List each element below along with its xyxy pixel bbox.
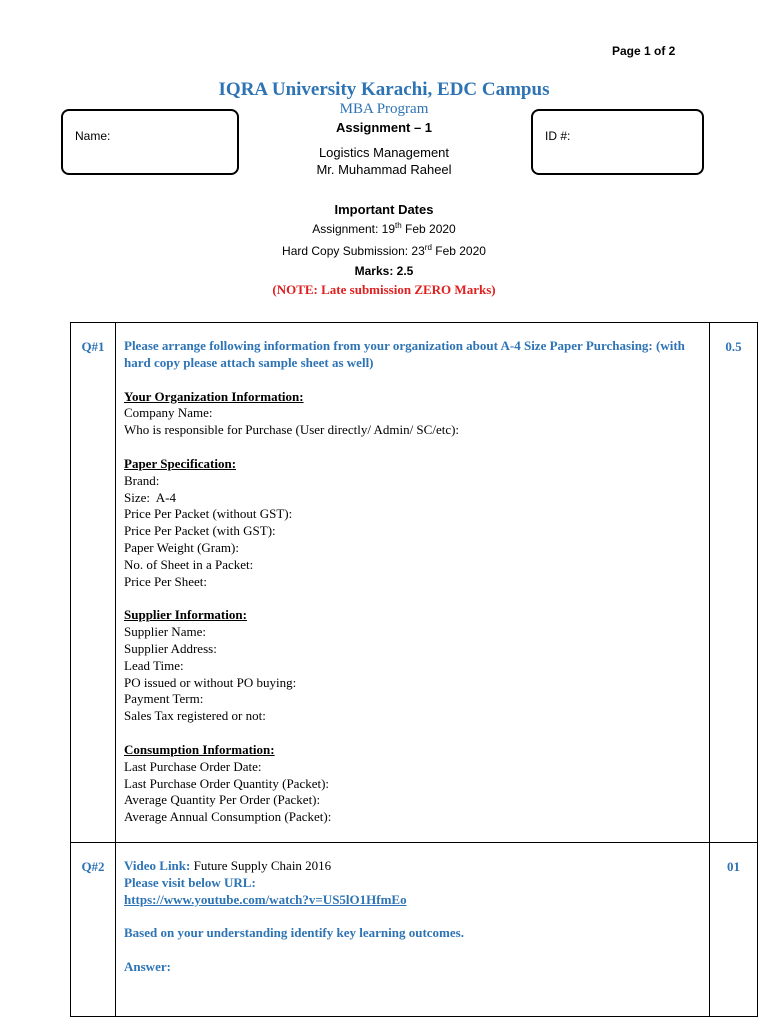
question-body xyxy=(116,842,710,1016)
section-title: Your Organization Information: xyxy=(124,388,304,404)
field-line: Company Name: xyxy=(124,405,213,421)
video-url-link[interactable]: https://www.youtube.com/watch?v=US5lO1HfmEo xyxy=(124,891,407,907)
field-line: PO issued or without PO buying: xyxy=(124,674,297,690)
field-line: Price Per Packet (without GST): xyxy=(124,506,293,522)
section-title: Consumption Information: xyxy=(124,741,275,757)
question-row-1 xyxy=(71,323,758,843)
question-marks: 01 xyxy=(710,842,758,1016)
section-title: Supplier Information: xyxy=(124,607,247,623)
field-line: Brand: xyxy=(124,472,160,488)
important-dates-title: Important Dates xyxy=(334,202,434,217)
question-marks: 0.5 xyxy=(710,323,758,843)
late-submission-note: (NOTE: Late submission ZERO Marks) xyxy=(272,282,496,297)
assignment-date: Assignment: 19th Feb 2020 xyxy=(312,221,456,236)
page-number: Page 1 of 2 xyxy=(612,44,676,58)
questions-table xyxy=(70,322,758,1017)
field-line: Who is responsible for Purchase (User directly/ Admin/ SC/etc): xyxy=(124,422,460,438)
field-line: Lead Time: xyxy=(124,657,184,673)
field-line: Last Purchase Order Date: xyxy=(124,758,262,774)
university-title: IQRA University Karachi, EDC Campus xyxy=(218,79,550,100)
field-line: Payment Term: xyxy=(124,691,204,707)
video-title: Future Supply Chain 2016 xyxy=(190,857,332,873)
answer-label: Answer: xyxy=(124,959,171,975)
instruction-text: Based on your understanding identify key learning outcomes. xyxy=(124,925,464,941)
name-label: Name: xyxy=(75,129,111,143)
total-marks: Marks: 2.5 xyxy=(354,264,414,278)
video-line xyxy=(124,858,701,875)
field-line: Price Per Packet (with GST): xyxy=(124,523,276,539)
field-line: Paper Weight (Gram): xyxy=(124,539,239,555)
submission-date: Hard Copy Submission: 23rd Feb 2020 xyxy=(282,243,486,258)
assignment-title: Assignment – 1 xyxy=(335,120,433,135)
question-prompt: Please arrange following information from your organization about A-4 Size Paper Purchasing: (with hard copy please attach sample sheet as well) xyxy=(124,338,685,370)
field-line: Supplier Address: xyxy=(124,640,217,656)
field-line: Size: A-4 xyxy=(124,489,176,505)
instructor-name: Mr. Muhammad Raheel xyxy=(316,162,452,177)
question-number: Q#1 xyxy=(71,323,116,843)
field-line: No. of Sheet in a Packet: xyxy=(124,556,254,572)
question-row-2 xyxy=(71,842,758,1016)
course-name: Logistics Management xyxy=(318,145,450,160)
program-title: MBA Program xyxy=(339,101,429,117)
id-label: ID #: xyxy=(545,129,571,143)
question-number: Q#2 xyxy=(71,842,116,1016)
field-line: Price Per Sheet: xyxy=(124,573,208,589)
field-line: Average Annual Consumption (Packet): xyxy=(124,809,332,825)
video-label: Video Link: xyxy=(124,857,191,873)
question-body xyxy=(116,323,710,843)
section-title: Paper Specification: xyxy=(124,455,237,471)
field-line: Last Purchase Order Quantity (Packet): xyxy=(124,775,330,791)
field-line: Average Quantity Per Order (Packet): xyxy=(124,792,321,808)
field-line: Sales Tax registered or not: xyxy=(124,708,266,724)
field-line: Supplier Name: xyxy=(124,624,206,640)
visit-url-text: Please visit below URL: xyxy=(124,874,256,890)
